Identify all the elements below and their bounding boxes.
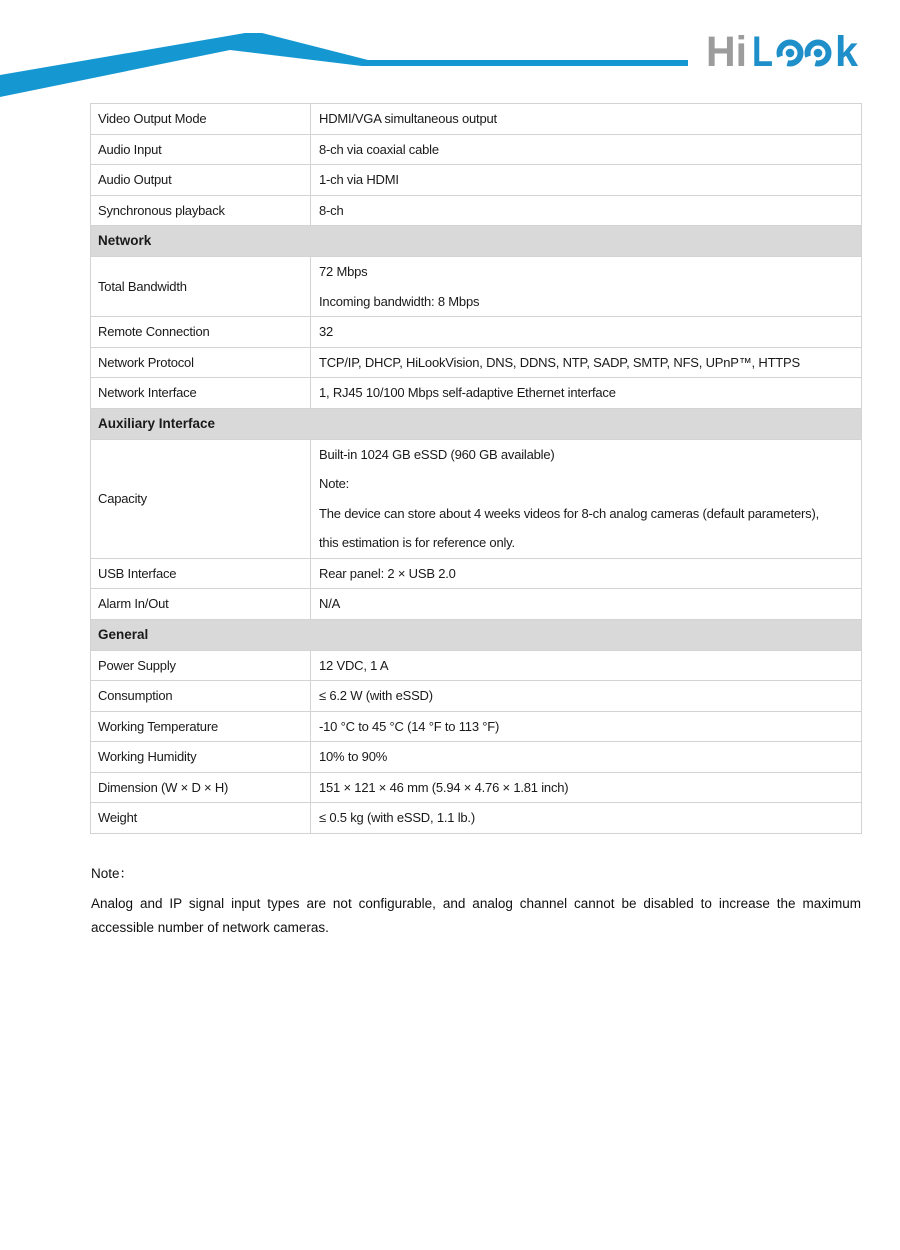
spec-row bbox=[91, 742, 862, 773]
spec-label: Video Output Mode bbox=[91, 104, 311, 135]
spec-row bbox=[91, 195, 862, 226]
spec-label: Audio Output bbox=[91, 165, 311, 196]
logo-text-k: k bbox=[835, 28, 859, 74]
hilook-logo bbox=[704, 26, 864, 74]
spec-label: Network Interface bbox=[91, 378, 311, 409]
spec-value: HDMI/VGA simultaneous output bbox=[311, 104, 862, 135]
spec-row bbox=[91, 650, 862, 681]
logo-eye-icon bbox=[780, 43, 801, 64]
section-header: Network bbox=[91, 226, 862, 257]
spec-value: 10% to 90% bbox=[311, 742, 862, 773]
spec-label: Remote Connection bbox=[91, 317, 311, 348]
spec-value: 12 VDC, 1 A bbox=[311, 650, 862, 681]
section-header: General bbox=[91, 619, 862, 650]
section-header-row bbox=[91, 226, 862, 257]
spec-value: ≤ 0.5 kg (with eSSD, 1.1 lb.) bbox=[311, 803, 862, 834]
spec-value: 151 × 121 × 46 mm (5.94 × 4.76 × 1.81 inch) bbox=[311, 772, 862, 803]
spec-value: 1, RJ45 10/100 Mbps self-adaptive Ethernet interface bbox=[311, 378, 862, 409]
spec-row bbox=[91, 317, 862, 348]
spec-row bbox=[91, 439, 862, 558]
spec-value: Rear panel: 2 × USB 2.0 bbox=[311, 558, 862, 589]
spec-value: 1-ch via HDMI bbox=[311, 165, 862, 196]
spec-value: 72 Mbps Incoming bandwidth: 8 Mbps bbox=[311, 257, 862, 317]
spec-label: USB Interface bbox=[91, 558, 311, 589]
note-title: Note： bbox=[91, 866, 134, 881]
spec-row bbox=[91, 803, 862, 834]
spec-row bbox=[91, 558, 862, 589]
specification-table bbox=[90, 103, 862, 834]
section-header-row bbox=[91, 408, 862, 439]
spec-value: ≤ 6.2 W (with eSSD) bbox=[311, 681, 862, 712]
section-header: Auxiliary Interface bbox=[91, 408, 862, 439]
logo-text-l: L bbox=[752, 28, 773, 74]
spec-row bbox=[91, 378, 862, 409]
spec-label: Synchronous playback bbox=[91, 195, 311, 226]
spec-value: -10 °C to 45 °C (14 °F to 113 °F) bbox=[311, 711, 862, 742]
spec-label: Consumption bbox=[91, 681, 311, 712]
spec-label: Working Temperature bbox=[91, 711, 311, 742]
spec-row bbox=[91, 347, 862, 378]
logo-text-hi: Hi bbox=[706, 28, 747, 74]
spec-row bbox=[91, 104, 862, 135]
spec-row bbox=[91, 589, 862, 620]
spec-label: Working Humidity bbox=[91, 742, 311, 773]
logo-eye-icon bbox=[808, 43, 829, 64]
spec-value: Built-in 1024 GB eSSD (960 GB available) Note: The device can store about 4 weeks videos for 8-ch analog cameras (default parameters), this estimation is for reference only. bbox=[311, 439, 862, 558]
spec-value: TCP/IP, DHCP, HiLookVision, DNS, DDNS, NTP, SADP, SMTP, NFS, UPnP™, HTTPS bbox=[311, 347, 862, 378]
spec-label: Power Supply bbox=[91, 650, 311, 681]
spec-value: 8-ch bbox=[311, 195, 862, 226]
spec-label: Network Protocol bbox=[91, 347, 311, 378]
spec-label: Capacity bbox=[91, 439, 311, 558]
note-body: Analog and IP signal input types are not configurable, and analog channel cannot be disabled to increase the maximum accessible number of network cameras. bbox=[91, 896, 861, 935]
spec-value: N/A bbox=[311, 589, 862, 620]
spec-label: Total Bandwidth bbox=[91, 257, 311, 317]
spec-label: Dimension (W × D × H) bbox=[91, 772, 311, 803]
spec-row bbox=[91, 134, 862, 165]
spec-label: Alarm In/Out bbox=[91, 589, 311, 620]
note-section bbox=[91, 862, 861, 940]
spec-row bbox=[91, 165, 862, 196]
section-header-row bbox=[91, 619, 862, 650]
spec-row bbox=[91, 257, 862, 317]
spec-row bbox=[91, 772, 862, 803]
spec-label: Weight bbox=[91, 803, 311, 834]
spec-value: 32 bbox=[311, 317, 862, 348]
spec-label: Audio Input bbox=[91, 134, 311, 165]
spec-value: 8-ch via coaxial cable bbox=[311, 134, 862, 165]
spec-row bbox=[91, 711, 862, 742]
spec-row bbox=[91, 681, 862, 712]
